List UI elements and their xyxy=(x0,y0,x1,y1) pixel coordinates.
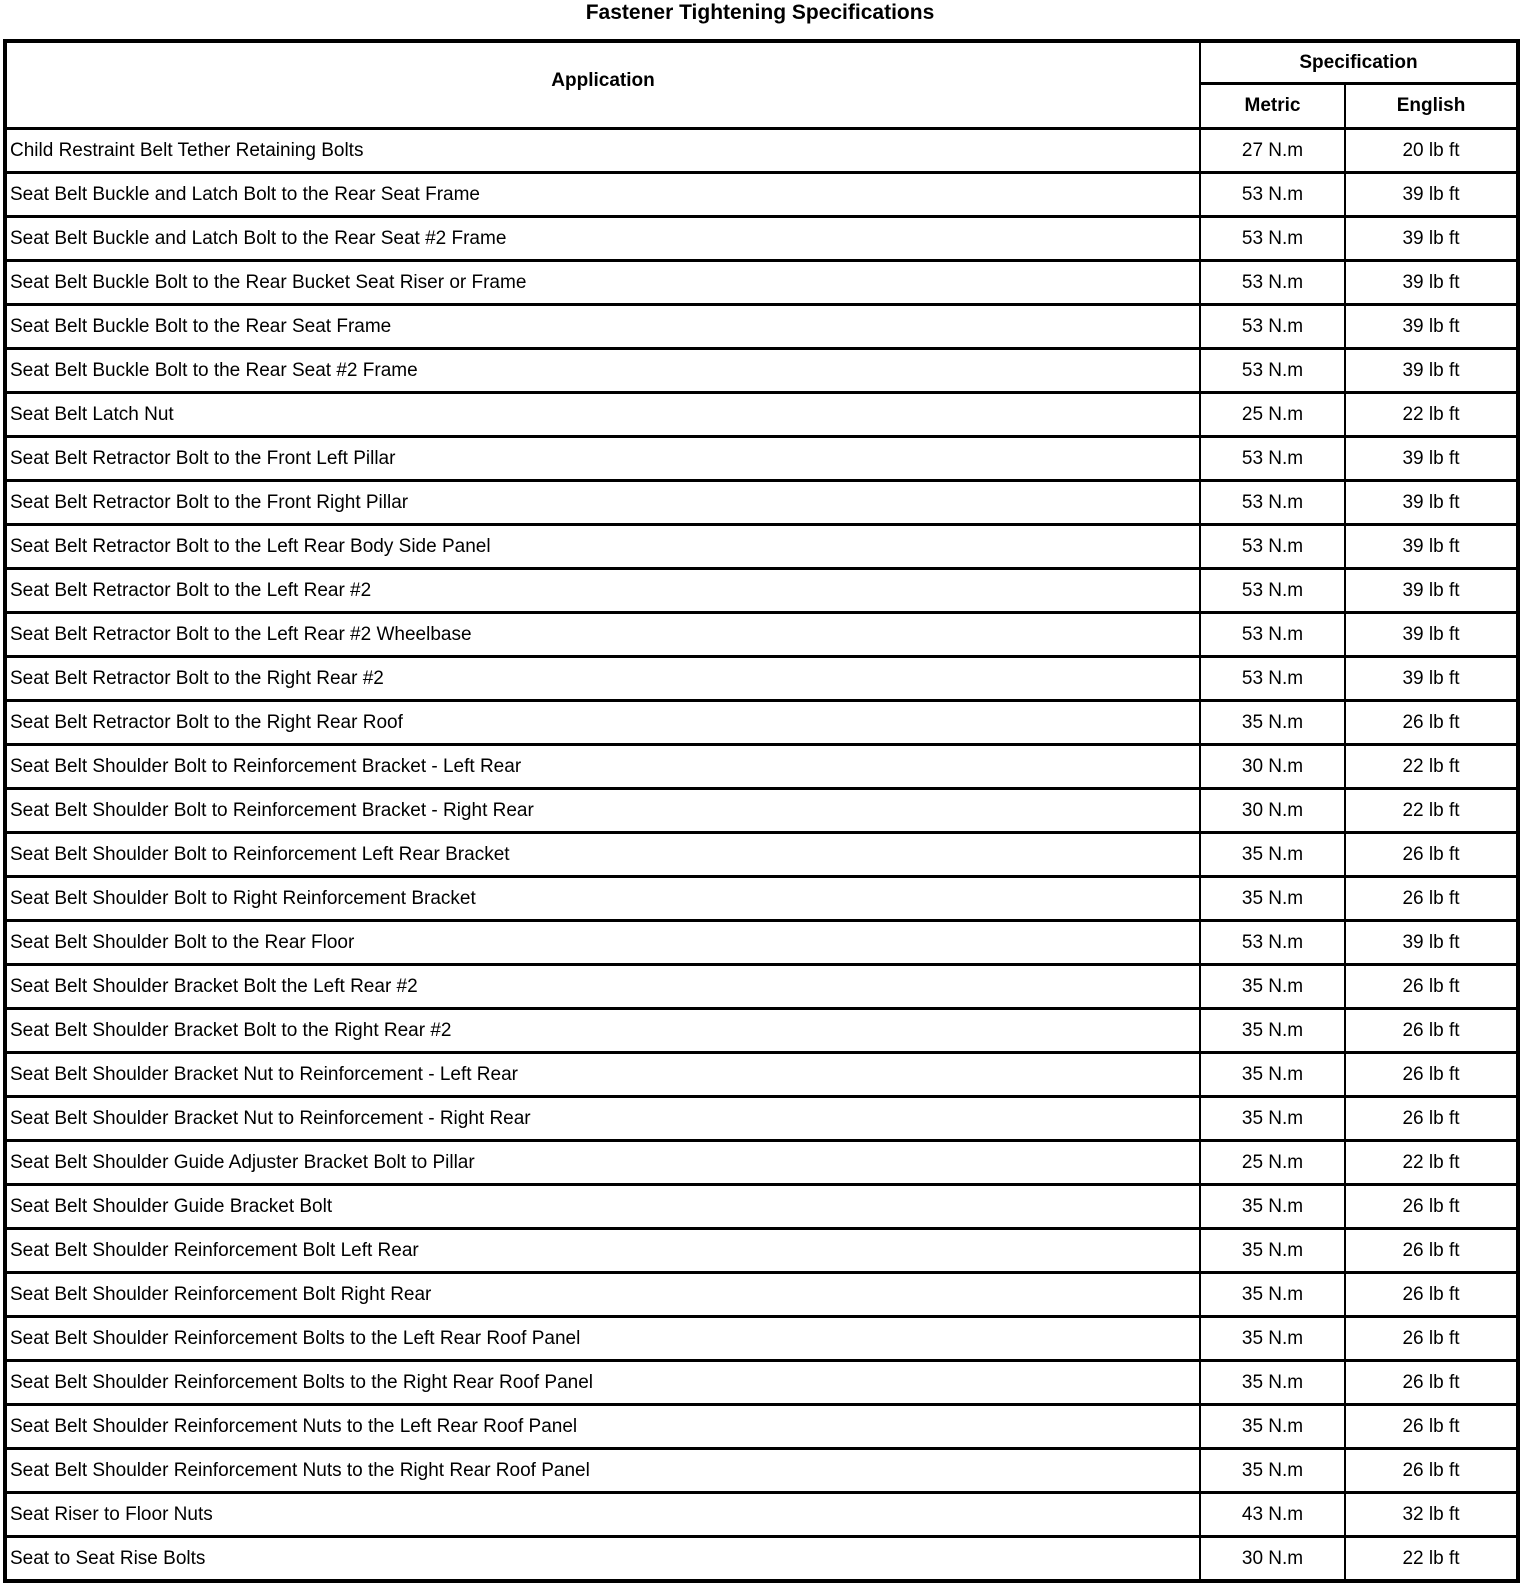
table-row xyxy=(5,437,1518,481)
table-row xyxy=(5,701,1518,745)
metric-value-cell: 35 N.m xyxy=(1200,1009,1345,1053)
english-value-cell: 39 lb ft xyxy=(1345,217,1518,261)
application-cell: Seat Belt Shoulder Guide Adjuster Bracket Bolt to Pillar xyxy=(5,1141,1200,1185)
table-row xyxy=(5,1141,1518,1185)
english-value-cell: 20 lb ft xyxy=(1345,129,1518,173)
metric-value-cell: 53 N.m xyxy=(1200,613,1345,657)
metric-value-cell: 53 N.m xyxy=(1200,437,1345,481)
metric-value-cell: 35 N.m xyxy=(1200,1317,1345,1361)
table-row xyxy=(5,1537,1518,1582)
metric-column-header: Metric xyxy=(1200,84,1345,129)
english-value-cell: 39 lb ft xyxy=(1345,349,1518,393)
metric-value-cell: 53 N.m xyxy=(1200,569,1345,613)
application-cell: Seat Belt Shoulder Reinforcement Bolt Left Rear xyxy=(5,1229,1200,1273)
table-body xyxy=(5,129,1518,1582)
page-title: Fastener Tightening Specifications xyxy=(585,1,935,24)
english-value-cell: 39 lb ft xyxy=(1345,569,1518,613)
application-cell: Seat Belt Shoulder Bracket Nut to Reinforcement - Left Rear xyxy=(5,1053,1200,1097)
english-value-cell: 26 lb ft xyxy=(1345,1449,1518,1493)
english-value-cell: 26 lb ft xyxy=(1345,1229,1518,1273)
metric-value-cell: 30 N.m xyxy=(1200,789,1345,833)
metric-value-cell: 53 N.m xyxy=(1200,173,1345,217)
english-value-cell: 26 lb ft xyxy=(1345,1053,1518,1097)
table-row xyxy=(5,657,1518,701)
application-cell: Seat Belt Retractor Bolt to the Right Rear #2 xyxy=(5,657,1200,701)
english-value-cell: 22 lb ft xyxy=(1345,393,1518,437)
table-row xyxy=(5,217,1518,261)
table-row xyxy=(5,1273,1518,1317)
table-row xyxy=(5,481,1518,525)
application-cell: Seat Belt Retractor Bolt to the Left Rear #2 xyxy=(5,569,1200,613)
table-row xyxy=(5,1361,1518,1405)
table-row xyxy=(5,1009,1518,1053)
metric-value-cell: 35 N.m xyxy=(1200,965,1345,1009)
english-value-cell: 22 lb ft xyxy=(1345,1537,1518,1582)
header-row-top xyxy=(5,41,1518,84)
table-row xyxy=(5,877,1518,921)
table-row xyxy=(5,393,1518,437)
metric-value-cell: 35 N.m xyxy=(1200,1053,1345,1097)
application-cell: Seat Belt Shoulder Reinforcement Nuts to the Right Rear Roof Panel xyxy=(5,1449,1200,1493)
table-row xyxy=(5,173,1518,217)
application-column-header: Application xyxy=(5,41,1200,129)
table-row xyxy=(5,965,1518,1009)
english-value-cell: 26 lb ft xyxy=(1345,877,1518,921)
table-row xyxy=(5,1317,1518,1361)
english-value-cell: 22 lb ft xyxy=(1345,1141,1518,1185)
metric-value-cell: 53 N.m xyxy=(1200,921,1345,965)
application-cell: Seat Belt Shoulder Reinforcement Bolts to the Right Rear Roof Panel xyxy=(5,1361,1200,1405)
application-cell: Seat Belt Shoulder Bolt to the Rear Floor xyxy=(5,921,1200,965)
english-value-cell: 26 lb ft xyxy=(1345,1361,1518,1405)
english-column-header: English xyxy=(1345,84,1518,129)
metric-value-cell: 53 N.m xyxy=(1200,349,1345,393)
english-value-cell: 26 lb ft xyxy=(1345,1405,1518,1449)
application-cell: Seat Belt Buckle and Latch Bolt to the Rear Seat #2 Frame xyxy=(5,217,1200,261)
application-cell: Seat Belt Retractor Bolt to the Front Right Pillar xyxy=(5,481,1200,525)
metric-value-cell: 53 N.m xyxy=(1200,261,1345,305)
table-row xyxy=(5,613,1518,657)
metric-value-cell: 43 N.m xyxy=(1200,1493,1345,1537)
table-row xyxy=(5,1449,1518,1493)
english-value-cell: 32 lb ft xyxy=(1345,1493,1518,1537)
application-cell: Seat Belt Shoulder Bracket Nut to Reinforcement - Right Rear xyxy=(5,1097,1200,1141)
table-row xyxy=(5,745,1518,789)
metric-value-cell: 30 N.m xyxy=(1200,745,1345,789)
table-row xyxy=(5,261,1518,305)
table-row xyxy=(5,1405,1518,1449)
english-value-cell: 26 lb ft xyxy=(1345,1185,1518,1229)
application-cell: Seat Belt Shoulder Bolt to Reinforcement Left Rear Bracket xyxy=(5,833,1200,877)
application-cell: Seat Belt Buckle and Latch Bolt to the Rear Seat Frame xyxy=(5,173,1200,217)
application-cell: Seat Belt Retractor Bolt to the Left Rear #2 Wheelbase xyxy=(5,613,1200,657)
metric-value-cell: 53 N.m xyxy=(1200,525,1345,569)
metric-value-cell: 35 N.m xyxy=(1200,1097,1345,1141)
metric-value-cell: 35 N.m xyxy=(1200,701,1345,745)
english-value-cell: 39 lb ft xyxy=(1345,525,1518,569)
application-cell: Seat to Seat Rise Bolts xyxy=(5,1537,1200,1582)
metric-value-cell: 25 N.m xyxy=(1200,393,1345,437)
english-value-cell: 22 lb ft xyxy=(1345,789,1518,833)
english-value-cell: 39 lb ft xyxy=(1345,437,1518,481)
application-cell: Seat Belt Shoulder Bolt to Right Reinforcement Bracket xyxy=(5,877,1200,921)
english-value-cell: 39 lb ft xyxy=(1345,613,1518,657)
table-row xyxy=(5,1053,1518,1097)
table-row xyxy=(5,129,1518,173)
english-value-cell: 39 lb ft xyxy=(1345,481,1518,525)
table-row xyxy=(5,569,1518,613)
application-cell: Seat Belt Buckle Bolt to the Rear Bucket Seat Riser or Frame xyxy=(5,261,1200,305)
application-cell: Seat Belt Retractor Bolt to the Right Rear Roof xyxy=(5,701,1200,745)
metric-value-cell: 35 N.m xyxy=(1200,1229,1345,1273)
application-cell: Seat Belt Latch Nut xyxy=(5,393,1200,437)
english-value-cell: 39 lb ft xyxy=(1345,261,1518,305)
application-cell: Seat Belt Shoulder Bolt to Reinforcement Bracket - Left Rear xyxy=(5,745,1200,789)
table-row xyxy=(5,349,1518,393)
english-value-cell: 39 lb ft xyxy=(1345,921,1518,965)
application-cell: Child Restraint Belt Tether Retaining Bolts xyxy=(5,129,1200,173)
metric-value-cell: 53 N.m xyxy=(1200,481,1345,525)
application-cell: Seat Belt Shoulder Reinforcement Nuts to the Left Rear Roof Panel xyxy=(5,1405,1200,1449)
metric-value-cell: 35 N.m xyxy=(1200,833,1345,877)
metric-value-cell: 25 N.m xyxy=(1200,1141,1345,1185)
table-row xyxy=(5,305,1518,349)
english-value-cell: 22 lb ft xyxy=(1345,745,1518,789)
table-row xyxy=(5,789,1518,833)
application-cell: Seat Belt Retractor Bolt to the Left Rear Body Side Panel xyxy=(5,525,1200,569)
english-value-cell: 26 lb ft xyxy=(1345,1009,1518,1053)
english-value-cell: 26 lb ft xyxy=(1345,965,1518,1009)
application-cell: Seat Belt Shoulder Reinforcement Bolts to the Left Rear Roof Panel xyxy=(5,1317,1200,1361)
table-row xyxy=(5,1229,1518,1273)
table-header xyxy=(5,41,1518,129)
english-value-cell: 39 lb ft xyxy=(1345,173,1518,217)
table-row xyxy=(5,1185,1518,1229)
application-cell: Seat Belt Shoulder Reinforcement Bolt Right Rear xyxy=(5,1273,1200,1317)
table-row xyxy=(5,833,1518,877)
metric-value-cell: 35 N.m xyxy=(1200,1449,1345,1493)
metric-value-cell: 35 N.m xyxy=(1200,1361,1345,1405)
metric-value-cell: 53 N.m xyxy=(1200,217,1345,261)
english-value-cell: 26 lb ft xyxy=(1345,701,1518,745)
english-value-cell: 26 lb ft xyxy=(1345,1273,1518,1317)
application-cell: Seat Belt Shoulder Guide Bracket Bolt xyxy=(5,1185,1200,1229)
application-cell: Seat Belt Shoulder Bracket Bolt to the Right Rear #2 xyxy=(5,1009,1200,1053)
table-row xyxy=(5,1493,1518,1537)
english-value-cell: 26 lb ft xyxy=(1345,833,1518,877)
english-value-cell: 39 lb ft xyxy=(1345,305,1518,349)
specification-column-header: Specification xyxy=(1200,41,1518,84)
table-row xyxy=(5,921,1518,965)
application-cell: Seat Belt Buckle Bolt to the Rear Seat Frame xyxy=(5,305,1200,349)
english-value-cell: 39 lb ft xyxy=(1345,657,1518,701)
application-cell: Seat Belt Shoulder Bracket Bolt the Left Rear #2 xyxy=(5,965,1200,1009)
table-row xyxy=(5,525,1518,569)
application-cell: Seat Belt Buckle Bolt to the Rear Seat #2 Frame xyxy=(5,349,1200,393)
metric-value-cell: 35 N.m xyxy=(1200,1185,1345,1229)
metric-value-cell: 35 N.m xyxy=(1200,877,1345,921)
metric-value-cell: 27 N.m xyxy=(1200,129,1345,173)
metric-value-cell: 35 N.m xyxy=(1200,1405,1345,1449)
english-value-cell: 26 lb ft xyxy=(1345,1097,1518,1141)
metric-value-cell: 35 N.m xyxy=(1200,1273,1345,1317)
metric-value-cell: 53 N.m xyxy=(1200,657,1345,701)
metric-value-cell: 53 N.m xyxy=(1200,305,1345,349)
application-cell: Seat Belt Shoulder Bolt to Reinforcement Bracket - Right Rear xyxy=(5,789,1200,833)
table-row xyxy=(5,1097,1518,1141)
metric-value-cell: 30 N.m xyxy=(1200,1537,1345,1582)
application-cell: Seat Riser to Floor Nuts xyxy=(5,1493,1200,1537)
fastener-spec-table xyxy=(3,39,1520,1583)
application-cell: Seat Belt Retractor Bolt to the Front Left Pillar xyxy=(5,437,1200,481)
english-value-cell: 26 lb ft xyxy=(1345,1317,1518,1361)
